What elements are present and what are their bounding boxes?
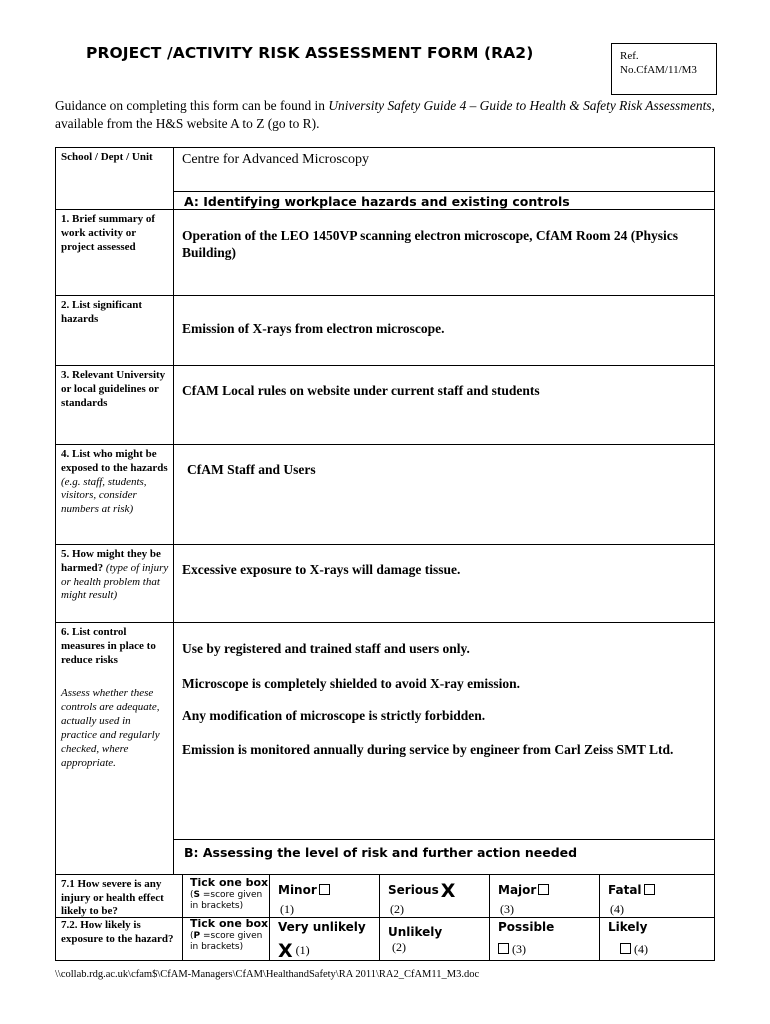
reference-box (611, 43, 717, 95)
q6-value-3[interactable]: Any modification of microscope is strictly forbidden. (182, 708, 486, 723)
q71-label: 7.1 How severe is any injury or health effect likely to be? (61, 878, 164, 917)
q6-label (56, 623, 174, 874)
q1-row (55, 209, 715, 296)
checkbox-icon[interactable] (498, 943, 509, 954)
q4-row (55, 444, 715, 545)
q4-label-text: 4. List who might be exposed to the hazards (61, 448, 168, 474)
major-score: (3) (500, 902, 514, 916)
q5-label-text: 5. How might they be harmed? (61, 548, 161, 574)
q72-option-likely[interactable] (600, 918, 716, 960)
form-title: PROJECT /ACTIVITY RISK ASSESSMENT FORM (RA2) (86, 44, 534, 62)
q71-tick-cell (183, 875, 270, 917)
checkbox-icon[interactable] (538, 884, 549, 895)
q6-value-4[interactable]: Emission is monitored annually during service by engineer from Carl Zeiss SMT Ltd. (182, 742, 674, 757)
ref-number: No.CfAM/11/M3 (620, 64, 697, 76)
q5-label (56, 545, 174, 622)
q72-tick-cell (183, 918, 270, 960)
q71-option-fatal[interactable] (600, 875, 716, 917)
q72-option-very-unlikely[interactable] (270, 918, 380, 960)
q71-option-major[interactable] (490, 875, 600, 917)
q4-label-hint: (e.g. staff, students, visitors, consider numbers at risk) (61, 475, 147, 516)
school-value[interactable]: Centre for Advanced Microscopy (182, 152, 369, 167)
q71-tick-pre: ( (190, 889, 194, 900)
q71-row (55, 874, 715, 918)
serious-score: (2) (390, 902, 404, 916)
q2-value[interactable]: Emission of X-rays from electron microscope. (182, 321, 445, 336)
likely-label: Likely (608, 920, 648, 934)
q2-label: 2. List significant hazards (56, 296, 174, 365)
possible-score: (3) (512, 942, 526, 956)
minor-label: Minor (278, 883, 317, 897)
q71-tick-help (183, 890, 269, 913)
q3-label: 3. Relevant University or local guidelines or standards (56, 366, 174, 444)
q72-tick-post: =score given in brackets) (190, 930, 263, 952)
q71-tick-title: Tick one box (190, 876, 269, 889)
checkbox-icon[interactable] (620, 943, 631, 954)
section-b-header: B: Assessing the level of risk and further action needed (184, 845, 578, 860)
q72-tick-letter: P (193, 930, 201, 941)
q5-row (55, 544, 715, 623)
checkbox-icon[interactable] (644, 884, 655, 895)
guidance-part1: Guidance on completing this form can be found in (55, 98, 329, 113)
q4-value[interactable]: CfAM Staff and Users (187, 462, 316, 477)
q72-option-possible[interactable] (490, 918, 600, 960)
very-unlikely-score: (1) (295, 943, 310, 957)
minor-score: (1) (280, 902, 294, 916)
guidance-part2: , available from the H&S website A to Z (go to R). (55, 98, 715, 131)
school-row (55, 147, 715, 210)
serious-label: Serious (388, 883, 439, 897)
q71-option-minor[interactable] (270, 875, 380, 917)
unlikely-label: Unlikely (388, 925, 443, 939)
q71-tick-post: =score given in brackets) (190, 889, 263, 911)
q72-tick-title: Tick one box (190, 917, 269, 930)
q6-label-text: 6. List control measures in place to reduce risks (61, 626, 156, 666)
file-path-footer: \\collab.rdg.ac.uk\cfam$\CfAM-Managers\CfAM\HealthandSafety\RA 2011\RA2_CfAM11_M3.doc (55, 969, 480, 980)
ref-label: Ref. (620, 50, 639, 62)
q72-option-unlikely[interactable] (380, 918, 490, 960)
guidance-text (55, 97, 720, 133)
q72-label-cell (56, 918, 183, 960)
q6-label-note: Assess whether these controls are adequate, actually used in practice and regularly checked, where appropriate. (61, 687, 160, 770)
major-label: Major (498, 883, 537, 897)
very-unlikely-label: Very unlikely (278, 920, 366, 934)
likely-score: (4) (634, 942, 648, 956)
q2-row (55, 295, 715, 366)
x-mark-icon[interactable]: X (440, 880, 456, 902)
q72-tick-help (183, 931, 269, 954)
q72-row (55, 917, 715, 961)
school-label: School / Dept / Unit (56, 148, 174, 209)
unlikely-score: (2) (392, 940, 406, 954)
q71-option-serious[interactable] (380, 875, 490, 917)
q6-value-2[interactable]: Microscope is completely shielded to avoid X-ray emission. (182, 676, 520, 691)
q72-tick-pre: ( (190, 930, 194, 941)
q5-label-hint: (type of injury or health problem that might result) (61, 561, 169, 602)
q6-row (55, 622, 715, 875)
section-a-header: A: Identifying workplace hazards and existing controls (174, 191, 714, 211)
guidance-guide-title: University Safety Guide 4 – Guide to Health & Safety Risk Assessments (328, 98, 712, 113)
q3-value[interactable]: CfAM Local rules on website under current staff and students (182, 383, 540, 398)
q6-value-1[interactable]: Use by registered and trained staff and users only. (182, 641, 470, 656)
q1-label: 1. Brief summary of work activity or project assessed (56, 210, 174, 295)
x-mark-icon[interactable]: X (278, 940, 293, 962)
checkbox-icon[interactable] (319, 884, 330, 895)
q5-value[interactable]: Excessive exposure to X-rays will damage tissue. (182, 562, 461, 577)
possible-label: Possible (498, 920, 555, 934)
q71-label-cell (56, 875, 183, 917)
q1-value[interactable]: Operation of the LEO 1450VP scanning electron microscope, CfAM Room 24 (Physics Building) (182, 228, 678, 260)
q3-row (55, 365, 715, 445)
q4-label (56, 445, 174, 544)
fatal-score: (4) (610, 902, 624, 916)
fatal-label: Fatal (608, 883, 642, 897)
q72-label: 7.2. How likely is exposure to the hazard? (61, 919, 174, 945)
section-b-row (173, 839, 715, 875)
q71-tick-letter: S (193, 889, 200, 900)
